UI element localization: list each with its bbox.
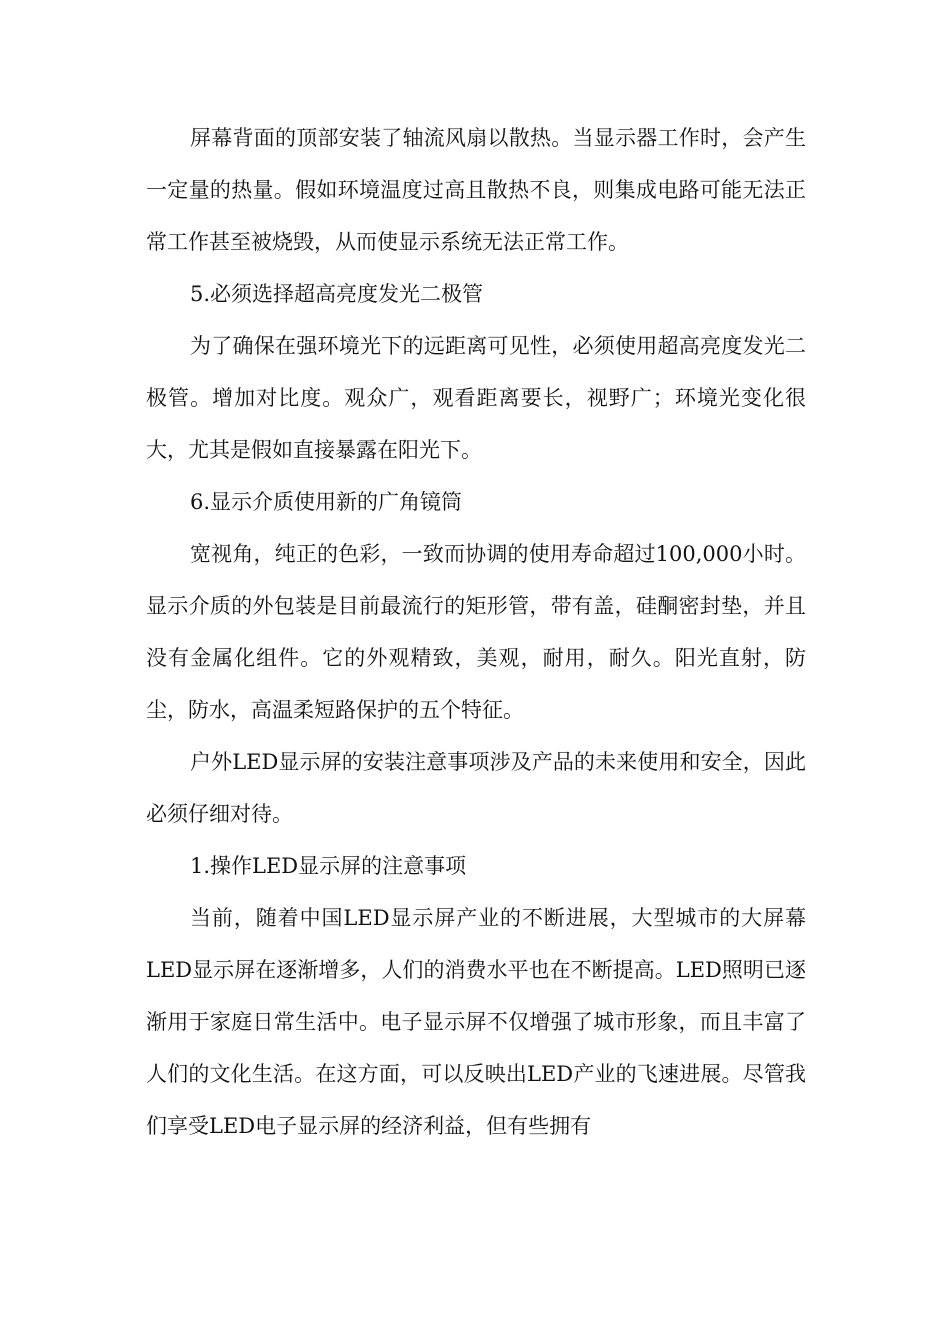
document-body <box>146 112 806 1152</box>
heading-operation-notes: 1.操作LED显示屏的注意事项 <box>190 854 467 878</box>
paragraph-installation-notes: 户外LED显示屏的安装注意事项涉及产品的未来使用和安全，因此必须仔细对待。 <box>146 750 806 826</box>
paragraph-industry-development: 当前，随着中国LED显示屏产业的不断进展，大型城市的大屏幕LED显示屏在逐渐增多，人们的消费水平也在不断提高。LED照明已逐渐用于家庭日常生活中。电子显示屏不仅增强了城市形象，而且丰富了人们的文化生活。在这方面，可以反映出LED产业的飞速进展。尽管我们享受LED电子显示屏的经济利益，但有些拥有 <box>146 906 806 1138</box>
paragraph-display-medium: 宽视角，纯正的色彩，一致而协调的使用寿命超过100,000小时。显示介质的外包装是目前最流行的矩形管，带有盖，硅酮密封垫，并且没有金属化组件。它的外观精致，美观，耐用，耐久。阳光直射，防尘，防水，高温柔短路保护的五个特征。 <box>146 542 806 722</box>
paragraph-fan-cooling: 屏幕背面的顶部安装了轴流风扇以散热。当显示器工作时，会产生一定量的热量。假如环境温度过高且散热不良，则集成电路可能无法正常工作甚至被烧毁，从而使显示系统无法正常工作。 <box>146 126 806 254</box>
paragraph-visibility: 为了确保在强环境光下的远距离可见性，必须使用超高亮度发光二极管。增加对比度。观众广，观看距离要长，视野广；环境光变化很大，尤其是假如直接暴露在阳光下。 <box>146 334 806 462</box>
heading-wide-angle-tube: 6.显示介质使用新的广角镜筒 <box>190 490 463 514</box>
heading-high-brightness-led: 5.必须选择超高亮度发光二极管 <box>190 282 484 306</box>
